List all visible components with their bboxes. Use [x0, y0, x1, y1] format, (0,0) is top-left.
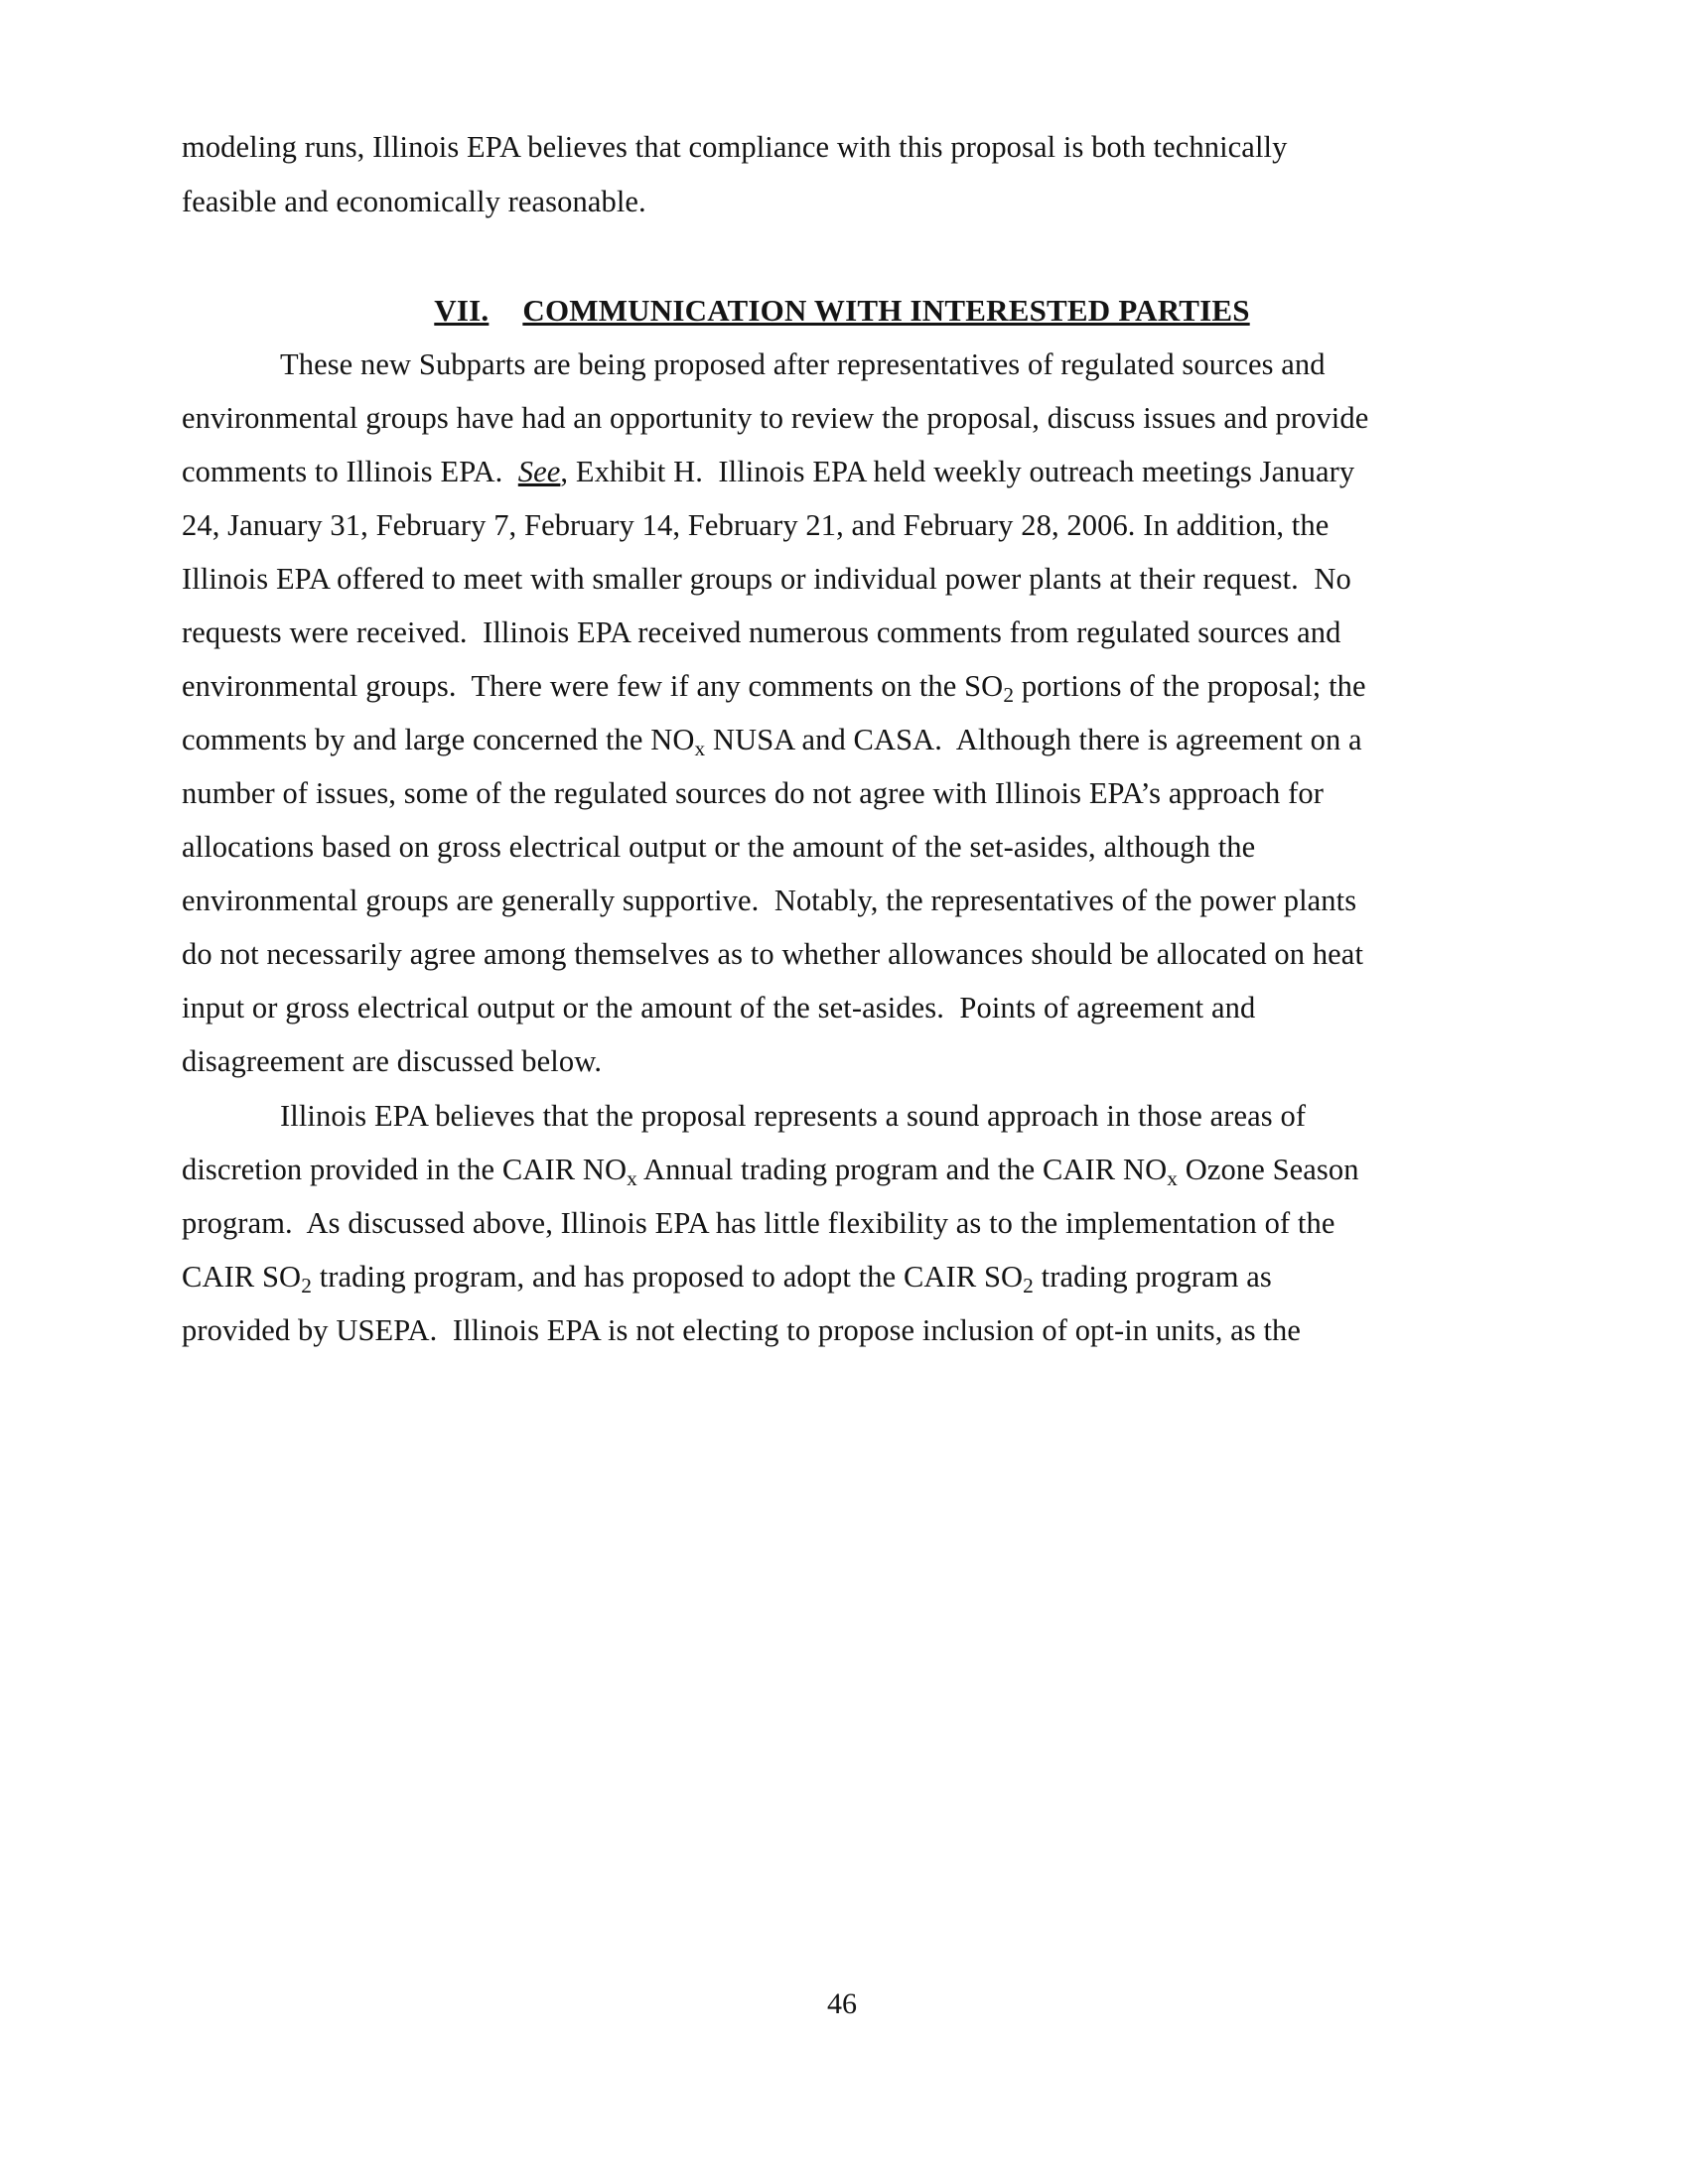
paragraph-1-line-11: environmental groups are generally supportive. Notably, the representatives of the power plants	[182, 884, 1357, 917]
subscript: x	[627, 1165, 637, 1190]
subscript: x	[1167, 1165, 1179, 1190]
paragraph-1-line-7	[182, 666, 1366, 706]
paragraph-1-line-1: These new Subparts are being proposed after representatives of regulated sources and	[280, 347, 1326, 381]
text-run: trading program, and has proposed to adopt the CAIR SO	[311, 1260, 1024, 1294]
paragraph-1-line-8	[182, 720, 1362, 759]
section-title: COMMUNICATION WITH INTERESTED PARTIES	[522, 293, 1250, 328]
section-number: VII.	[434, 293, 490, 328]
intro-line-2: feasible and economically reasonable.	[182, 185, 646, 218]
see-citation: See	[517, 455, 561, 488]
text-run: trading program as	[1033, 1260, 1272, 1294]
paragraph-2-line-4	[182, 1257, 1272, 1297]
text-run: environmental groups. There were few if any comments on the SO	[182, 669, 1004, 703]
text-run: Annual trading program and the CAIR NO	[636, 1153, 1168, 1186]
paragraph-2-line-5: provided by USEPA. Illinois EPA is not electing to propose inclusion of opt-in units, as the	[182, 1313, 1302, 1347]
paragraph-1-line-4: 24, January 31, February 7, February 14, February 21, and February 28, 2006. In addition, the	[182, 508, 1330, 542]
paragraph-1-line-3	[182, 452, 1354, 491]
text-run: discretion provided in the CAIR NO	[182, 1153, 628, 1186]
subscript: 2	[1023, 1273, 1034, 1297]
paragraph-1-line-2: environmental groups have had an opportunity to review the proposal, discuss issues and provide	[182, 401, 1369, 435]
paragraph-1-line-6: requests were received. Illinois EPA received numerous comments from regulated sources and	[182, 615, 1341, 649]
paragraph-1-line-12: do not necessarily agree among themselves as to whether allowances should be allocated on heat	[182, 937, 1364, 971]
section-heading	[0, 291, 1684, 331]
paragraph-1-line-9: number of issues, some of the regulated sources do not agree with Illinois EPA’s approach for	[182, 776, 1324, 810]
paragraph-1-line-13: input or gross electrical output or the amount of the set-asides. Points of agreement and	[182, 991, 1256, 1024]
text-run: comments by and large concerned the NO	[182, 723, 695, 756]
paragraph-1-line-10: allocations based on gross electrical output or the amount of the set-asides, although the	[182, 830, 1256, 864]
intro-line-1: modeling runs, Illinois EPA believes that compliance with this proposal is both technically	[182, 130, 1288, 164]
text-run: comments to Illinois EPA.	[182, 455, 518, 488]
paragraph-2-line-2	[182, 1150, 1359, 1189]
paragraph-1-line-14: disagreement are discussed below.	[182, 1044, 603, 1078]
page-number: 46	[827, 1987, 857, 2020]
text-run: , Exhibit H. Illinois EPA held weekly outreach meetings January	[560, 455, 1355, 488]
text-run: portions of the proposal; the	[1014, 669, 1366, 703]
paragraph-2-line-3: program. As discussed above, Illinois EPA has little flexibility as to the implementation of the	[182, 1206, 1335, 1240]
text-run: Ozone Season	[1178, 1153, 1359, 1186]
paragraph-1-line-5: Illinois EPA offered to meet with smaller groups or individual power plants at their request. No	[182, 562, 1351, 596]
paragraph-2-line-1: Illinois EPA believes that the proposal represents a sound approach in those areas of	[280, 1099, 1307, 1133]
text-run: CAIR SO	[182, 1260, 302, 1294]
text-run: NUSA and CASA. Although there is agreement on a	[705, 723, 1362, 756]
subscript: 2	[1003, 682, 1015, 707]
subscript: 2	[301, 1273, 312, 1297]
subscript: x	[694, 736, 706, 760]
